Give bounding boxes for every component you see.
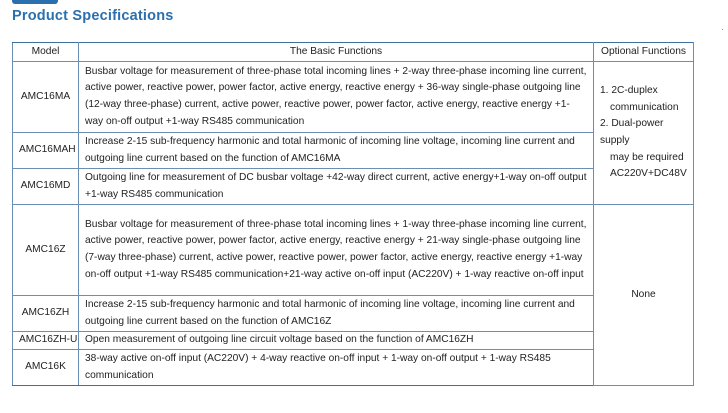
model-cell: AMC16K bbox=[13, 350, 79, 386]
optional-item-cont: AC220V+DC48V bbox=[610, 168, 687, 180]
table-row bbox=[13, 350, 694, 386]
model-cell: AMC16MAH bbox=[13, 133, 79, 169]
basic-functions-cell: Busbar voltage for measurement of three-phase total incoming lines + 1-way three-phase incoming line current, active power, reactive power, power factor, active energy, reactive energy + 21-way single-phase outgoing line (7-way three-phase) current, active power, reactive power, power factor, active energy, reactive energy +1-way on-off output +1-way RS485 communication+21-way active on-off input (AC220V) + 1-way reactive on-off input bbox=[79, 205, 594, 296]
column-header-basic: The Basic Functions bbox=[79, 43, 594, 62]
model-cell: AMC16MD bbox=[13, 169, 79, 205]
column-header-model: Model bbox=[13, 43, 79, 62]
model-cell: AMC16MA bbox=[13, 62, 79, 133]
table-row bbox=[13, 205, 694, 296]
table-row bbox=[13, 296, 694, 332]
model-cell: AMC16ZH bbox=[13, 296, 79, 332]
basic-functions-cell: Increase 2-15 sub-frequency harmonic and total harmonic of incoming line voltage, incoming line current and outgoing line current based on the function of AMC16MA bbox=[79, 133, 594, 169]
header-accent-tab bbox=[12, 0, 58, 4]
basic-functions-cell: Busbar voltage for measurement of three-phase total incoming lines + 2-way three-phase incoming line current, active power, reactive power, power factor, active energy, reactive energy + 36-way single-phase outgoing line (12-way three-phase) current, active power, reactive power, power factor, active energy, reactive energy +1-way on-off output +1-way RS485 communication bbox=[79, 62, 594, 133]
basic-functions-cell: 38-way active on-off input (AC220V) + 4-way reactive on-off input + 1-way on-off output + 1-way RS485 communication bbox=[79, 350, 594, 386]
optional-functions-cell: None bbox=[594, 205, 694, 386]
optional-item-cont: may be required bbox=[610, 151, 684, 163]
model-cell: AMC16ZH-U bbox=[13, 332, 79, 350]
edge-mark: · bbox=[721, 24, 724, 34]
table-row bbox=[13, 332, 694, 350]
model-cell: AMC16Z bbox=[13, 205, 79, 296]
basic-functions-cell: Outgoing line for measurement of DC busbar voltage +42-way direct current, active energy+1-way on-off output +1-way RS485 communication bbox=[79, 169, 594, 205]
optional-item-cont: communication bbox=[610, 101, 679, 113]
column-header-optional: Optional Functions bbox=[594, 43, 694, 62]
optional-functions-cell bbox=[594, 62, 694, 205]
table-row bbox=[13, 62, 694, 133]
optional-item: 1. 2C-duplex bbox=[600, 85, 658, 97]
page-title: Product Specifications bbox=[12, 8, 174, 24]
basic-functions-cell: Open measurement of outgoing line circuit voltage based on the function of AMC16ZH bbox=[79, 332, 594, 350]
table-row bbox=[13, 169, 694, 205]
spec-table bbox=[12, 42, 694, 386]
table-row bbox=[13, 133, 694, 169]
optional-item: 2. Dual-power supply bbox=[600, 118, 664, 146]
basic-functions-cell: Increase 2-15 sub-frequency harmonic and total harmonic of incoming line voltage, incoming line current and outgoing line current based on the function of AMC16Z bbox=[79, 296, 594, 332]
header-row bbox=[13, 43, 694, 62]
